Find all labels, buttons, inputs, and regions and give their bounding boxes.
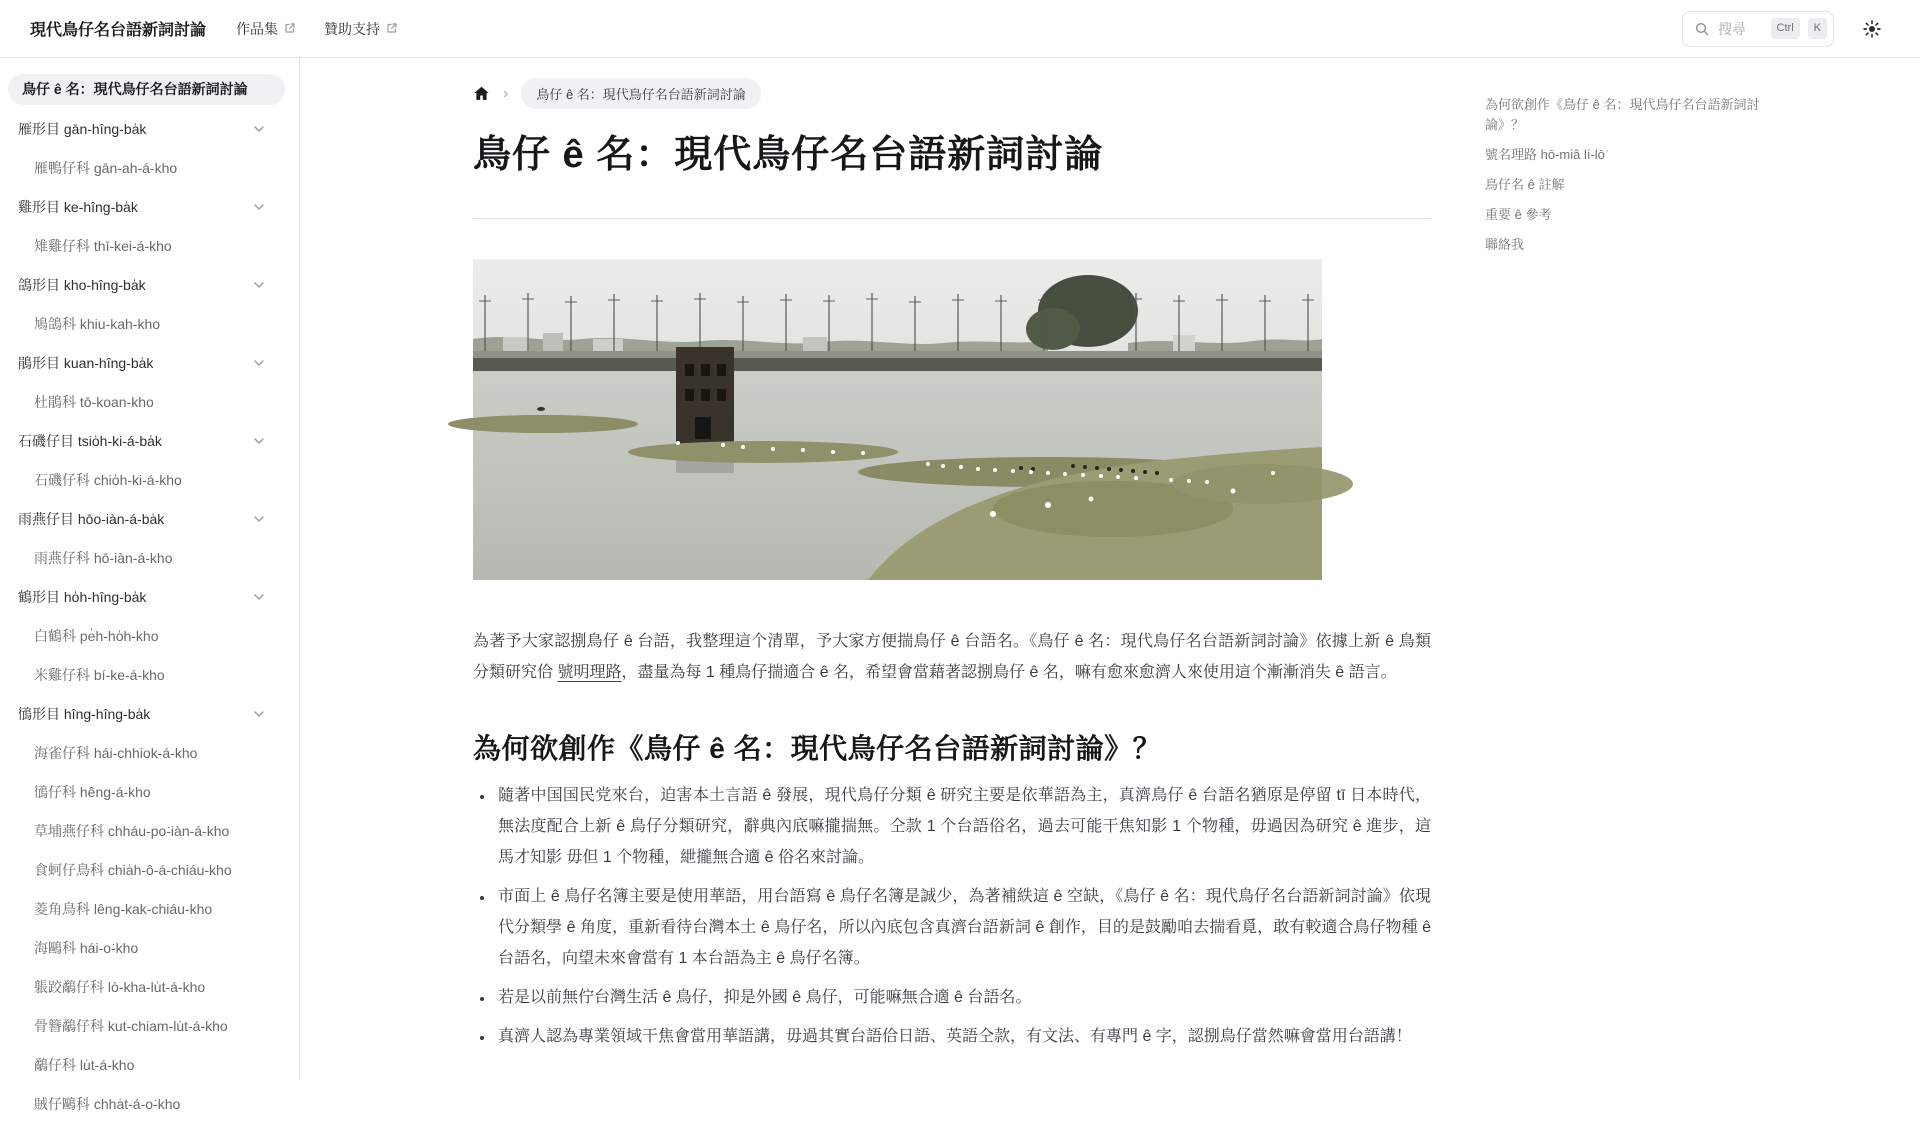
toc-item[interactable]: 號名理路 hō-miâ lí-lō͘ [1485,147,1605,162]
table-of-contents [1485,58,1775,260]
chevron-right-icon: › [503,84,509,102]
site-title[interactable]: 現代鳥仔名台語新詞討論 [30,22,207,39]
sidebar-group-label: 石磯仔目 tsio̍h-ki-á-ba̍k [18,432,162,449]
sidebar-item[interactable]: 雉雞仔科 thī-kei-á-kho [34,237,172,254]
sidebar-item-current[interactable]: 鳥仔 ê 名：現代鳥仔名台語新詞討論 [8,74,285,105]
intro-text: ，盡量為每 1 種鳥仔揣適合 ê 名，希望會當藉著認捌鳥仔 ê 名，嘛有愈來愈濟人來使用這个漸漸消失 ê 語言。 [621,664,1397,681]
search-input[interactable] [1682,11,1834,47]
theme-toggle-button[interactable] [1858,15,1886,43]
intro-paragraph [473,626,1431,688]
sidebar-item[interactable]: 雁鴨仔科 gān-ah-á-kho [34,159,178,176]
external-link-icon [284,21,296,37]
breadcrumb [473,78,1431,109]
sidebar-item[interactable]: 雨燕仔科 hō-iàn-á-kho [34,549,173,566]
breadcrumb-current[interactable]: 鳥仔 ê 名：現代鳥仔名台語新詞討論 [521,78,760,109]
sidebar-item[interactable]: 杜鵑科 tō-koan-kho [34,393,154,410]
sidebar-group-caprimulgiformes[interactable] [8,421,285,460]
bullet-list [473,780,1431,1052]
sidebar-item[interactable]: 食蚵仔鳥科 chia̍h-ô-á-chiáu-kho [34,861,232,878]
sidebar [0,58,300,1112]
sidebar-item[interactable]: 菱角鳥科 lêng-kak-chiáu-kho [34,900,213,917]
toc-item[interactable]: 為何欲創作《鳥仔 ê 名：現代鳥仔名台語新詞討論》？ [1485,97,1760,132]
nav-link-portfolio[interactable] [236,19,296,39]
navbar [0,0,1920,58]
sidebar-item[interactable]: 海鷗科 hái-o͘-kho [34,939,139,956]
sidebar-group-columbiformes[interactable] [8,265,285,304]
home-breadcrumb-link[interactable] [473,85,490,102]
intro-text: 為著予大家認捌鳥仔 ê 台語，我整理這个清單，予大家方便揣鳥仔 ê 台語名。《鳥仔 ê 名：現代鳥仔名台語新詞討論》依據上新 ê 鳥類分類研究佮 [473,633,1431,681]
sun-icon [1862,19,1882,39]
sidebar-group-label: 鵑形目 kuan-hîng-ba̍k [18,354,154,371]
toc-item[interactable]: 鳥仔名 ê 註解 [1485,177,1565,192]
chevron-down-icon [251,589,267,605]
naming-logic-link[interactable]: 號明理路 [557,664,622,681]
sidebar-item[interactable]: 骨簪鷸仔科 kut-chiam-lu̍t-á-kho [34,1017,228,1034]
toc-item[interactable]: 聯絡我 [1485,237,1525,252]
chevron-down-icon [251,199,267,215]
sidebar-item[interactable]: 米雞仔科 bí-ke-á-kho [34,666,165,683]
sidebar-item[interactable]: 躼跤鷸仔科 lò-kha-lu̍t-á-kho [34,978,206,995]
sidebar-list [8,109,285,1123]
sidebar-group-label: 鴴形目 hîng-hîng-ba̍k [18,705,151,722]
k-key-badge: K [1808,18,1827,39]
search-placeholder: 搜尋 [1718,20,1746,37]
sidebar-group-gruiformes[interactable] [8,577,285,616]
chevron-down-icon [251,121,267,137]
sidebar-item[interactable]: 草埔燕仔科 chháu-po͘-iàn-á-kho [34,822,230,839]
sidebar-item[interactable]: 白鶴科 pe̍h-ho̍h-kho [34,627,159,644]
sidebar-item[interactable]: 石磯仔科 chio̍h-ki-á-kho [34,471,182,488]
chevron-down-icon [251,355,267,371]
sidebar-group-cuculiformes[interactable] [8,343,285,382]
sidebar-item[interactable]: 鷸仔科 lu̍t-á-kho [34,1056,135,1073]
page-title: 鳥仔 ê 名：現代鳥仔名台語新詞討論 [473,134,1104,176]
list-item: • 隨著中国国民党來台，迫害本土言語 ê 發展，現代鳥仔分類 ê 研究主要是依華語為主，真濟鳥仔 ê 台語名猶原是停留 tī 日本時代，無法度配合上新 ê 鳥仔分類研究，辭典內底嘛攏揣無。仝款 1 个台語俗名，過去可能干焦知影 1 个物種，毋過因為研究 ê 進步，這馬才知影 毋但 1 个物種，紲攏無合適 ê 俗名來討論。 [494,780,1431,873]
external-link-icon [386,21,398,37]
sidebar-item[interactable]: 鴴仔科 hêng-á-kho [34,783,151,800]
list-item: • 真濟人認為專業領域干焦會當用華語講，毋過其實台語佮日語、英語仝款，有文法、有專門 ê 字，認捌鳥仔當然嘛會當用台語講！ [494,1021,1431,1052]
sidebar-group-galliformes[interactable] [8,187,285,226]
sidebar-group-label: 鴿形目 kho-hîng-ba̍k [18,276,146,293]
sidebar-item[interactable]: 賊仔鷗科 chha̍t-á-o͘-kho [34,1095,181,1112]
list-item: • 市面上 ê 鳥仔名簿主要是使用華語，用台語寫 ê 鳥仔名簿是誠少，為著補紩這 ê 空缺，《鳥仔 ê 名：現代鳥仔名台語新詞討論》依現代分類學 ê 角度，重新看待台灣本土 ê 鳥仔名，所以內底包含真濟台語新詞 ê 創作，目的是鼓勵咱去揣看覓，敢有較適合鳥仔物種 ê 台語名，向望未來會當有 1 本台語為主 ê 鳥仔名簿。 [494,881,1431,974]
ctrl-key-badge: Ctrl [1771,18,1800,39]
sidebar-item[interactable]: 海雀仔科 hái-chhiok-á-kho [34,744,198,761]
section-heading: 為何欲創作《鳥仔 ê 名：現代鳥仔名台語新詞討論》？ [473,733,1162,764]
nav-link-label: 作品集 [236,20,279,37]
sidebar-group-label: 鶴形目 ho̍h-hîng-ba̍k [18,588,147,605]
sidebar-group-charadriiformes[interactable] [8,694,285,733]
divider [473,218,1431,219]
main-content [473,58,1431,1052]
nav-link-sponsor[interactable] [324,19,398,39]
sidebar-group-apodiformes[interactable] [8,499,285,538]
sidebar-group-label: 雁形目 gān-hîng-ba̍k [18,120,147,137]
chevron-down-icon [251,511,267,527]
nav-link-label: 贊助支持 [324,20,381,37]
sidebar-group-anseriformes[interactable] [8,109,285,148]
chevron-down-icon [251,277,267,293]
sidebar-item[interactable]: 鳩鴿科 khiu-kah-kho [34,315,161,332]
search-icon [1694,21,1710,37]
home-icon [473,85,490,102]
sidebar-group-label: 雨燕仔目 hōo-iàn-á-ba̍k [18,510,165,527]
chevron-down-icon [251,706,267,722]
sidebar-group-label: 雞形目 ke-hîng-ba̍k [18,198,138,215]
hero-image [473,259,1322,580]
chevron-down-icon [251,433,267,449]
toc-item[interactable]: 重要 ê 參考 [1485,207,1552,222]
list-item: • 若是以前無佇台灣生活 ê 鳥仔，抑是外國 ê 鳥仔，可能嘛無合適 ê 台語名。 [494,982,1431,1013]
